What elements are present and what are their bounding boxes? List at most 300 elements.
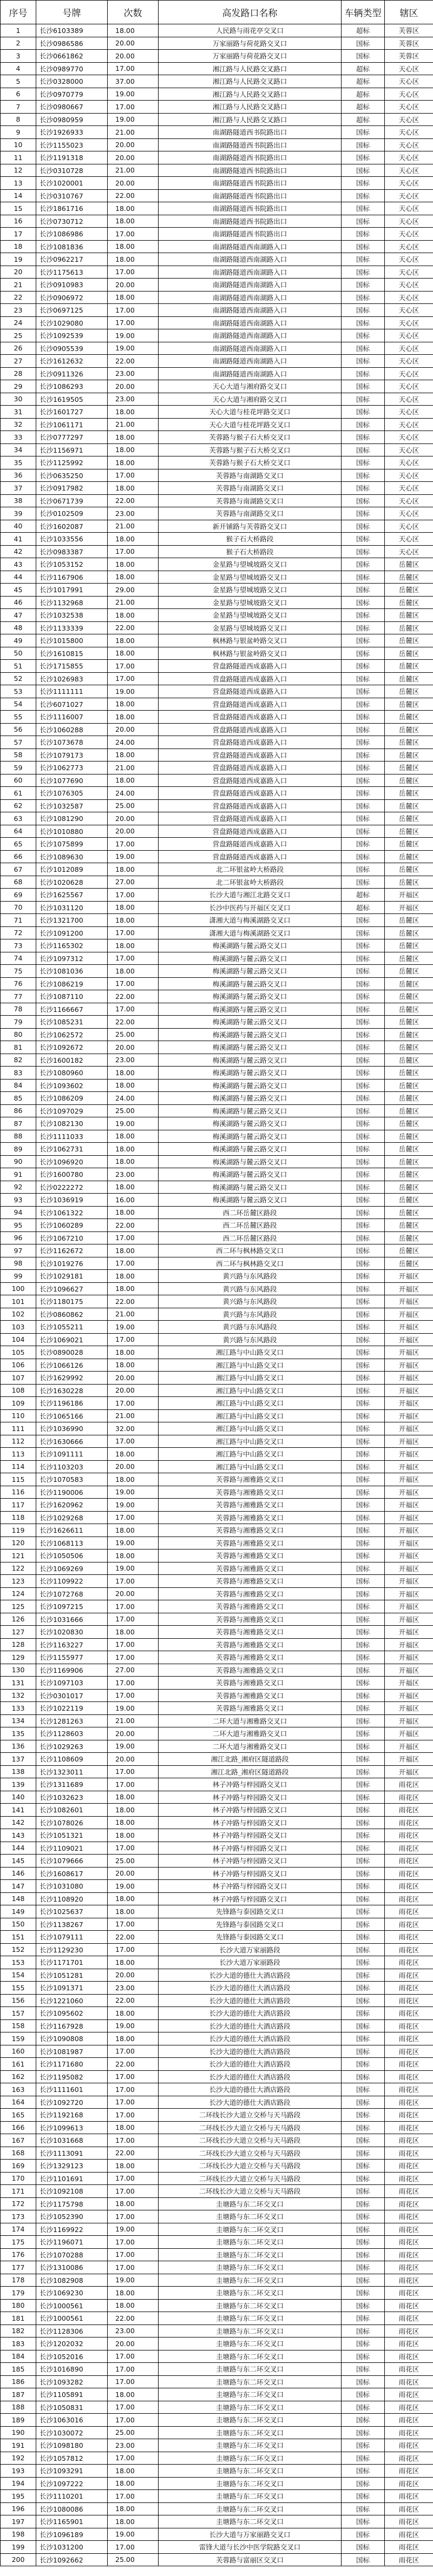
row-index: 178: [1, 2274, 36, 2287]
table-row: [1, 939, 433, 952]
location-name: 梅溪湖路与麓云路交叉口: [159, 990, 342, 1003]
row-index: 136: [1, 1740, 36, 1753]
vehicle-type: 国标: [342, 2375, 385, 2388]
location-name: 人民路与雨花亭交叉口: [159, 24, 342, 37]
vehicle-type: 国标: [342, 253, 385, 266]
vehicle-type: 国标: [342, 279, 385, 292]
location-name: 梅溪湖路与麓云路交叉口: [159, 1168, 342, 1181]
row-index: 116: [1, 1486, 36, 1499]
vehicle-type: 国标: [342, 2541, 385, 2554]
violation-count: 17.00: [108, 1765, 159, 1778]
location-name: 天心大道与湘府路交叉口: [159, 380, 342, 393]
vehicle-type: 国标: [342, 1041, 385, 1054]
row-index: 2: [1, 37, 36, 50]
plate-number: 长沙1032587: [36, 799, 108, 812]
location-name: 芙蓉路与湘雅路交叉口: [159, 1524, 342, 1537]
violation-count: 23.00: [108, 1168, 159, 1181]
location-name: 营盘路隧道西成嘉路入口: [159, 660, 342, 673]
district: 开福区: [385, 1549, 433, 1562]
plate-number: 长沙1029263: [36, 1740, 108, 1753]
location-name: 圭塘路与东二环交叉口: [159, 2287, 342, 2300]
table-row: [1, 2007, 433, 2020]
table-row: [1, 1067, 433, 1080]
table-row: [1, 1092, 433, 1105]
violation-count: 22.00: [108, 2058, 159, 2071]
district: 雨花区: [385, 2160, 433, 2173]
vehicle-type: 国标: [342, 2388, 385, 2401]
vehicle-type: 国标: [342, 1308, 385, 1321]
violation-count: 23.00: [108, 2439, 159, 2452]
violation-count: 37.00: [108, 75, 159, 88]
row-index: 31: [1, 406, 36, 419]
district: 岳麓区: [385, 1206, 433, 1219]
table-row: [1, 228, 433, 241]
location-name: 南湖路隧道西南湖路入口: [159, 279, 342, 292]
vehicle-type: 国标: [342, 1460, 385, 1473]
violation-count: 17.00: [108, 2401, 159, 2414]
district: 雨花区: [385, 2477, 433, 2490]
violation-count: 18.00: [108, 2007, 159, 2020]
row-index: 9: [1, 126, 36, 139]
table-row: [1, 1321, 433, 1334]
row-index: 138: [1, 1765, 36, 1778]
plate-number: 长沙6071027: [36, 698, 108, 711]
table-row: [1, 977, 433, 990]
table-row: [1, 189, 433, 202]
table-row: [1, 113, 433, 126]
violation-count: 18.00: [108, 1448, 159, 1461]
violation-count: 20.00: [108, 279, 159, 292]
plate-number: 长沙0986586: [36, 37, 108, 50]
vehicle-type: 国标: [342, 355, 385, 368]
plate-number: 长沙1167906: [36, 571, 108, 584]
row-index: 13: [1, 177, 36, 190]
district: 雨花区: [385, 2553, 433, 2566]
vehicle-type: 国标: [342, 2121, 385, 2134]
violation-count: 18.00: [108, 1181, 159, 1194]
plate-number: 长沙1055211: [36, 1321, 108, 1334]
violation-count: 17.00: [108, 926, 159, 939]
location-name: 湘江路与中山路交叉口: [159, 1448, 342, 1461]
location-name: 北二环银盆岭大桥路段: [159, 876, 342, 889]
district: 天心区: [385, 418, 433, 431]
plate-number: 长沙1065166: [36, 1409, 108, 1422]
vehicle-type: 国标: [342, 2287, 385, 2300]
table-row: [1, 1041, 433, 1054]
table-row: [1, 1384, 433, 1397]
row-index: 132: [1, 1689, 36, 1702]
location-name: 湘江路与中山路交叉口: [159, 1397, 342, 1410]
row-index: 49: [1, 634, 36, 647]
violation-count: 18.00: [108, 2502, 159, 2515]
violation-count: 17.00: [108, 2261, 159, 2274]
violation-count: 17.00: [108, 316, 159, 329]
district: 天心区: [385, 533, 433, 546]
plate-number: 长沙1052016: [36, 2350, 108, 2363]
vehicle-type: 国标: [342, 2299, 385, 2312]
violation-count: 18.00: [108, 202, 159, 215]
row-index: 7: [1, 101, 36, 114]
location-name: 圭塘路与东二环交叉口: [159, 2299, 342, 2312]
table-row: [1, 2502, 433, 2515]
table-row: [1, 558, 433, 571]
violation-count: 27.00: [108, 876, 159, 889]
row-index: 56: [1, 723, 36, 736]
table-row: [1, 279, 433, 292]
table-row: [1, 1651, 433, 1664]
district: 开福区: [385, 1422, 433, 1435]
location-name: 林子冲路与梓园路交叉口: [159, 1855, 342, 1868]
location-name: 芙蓉路与湘雅路交叉口: [159, 1600, 342, 1613]
plate-number: 长沙1031080: [36, 1880, 108, 1893]
violation-count: 19.00: [108, 329, 159, 342]
row-index: 86: [1, 1104, 36, 1117]
location-name: 枫林路与银盆岭路交叉口: [159, 647, 342, 660]
location-name: 湘江路与中山路交叉口: [159, 1460, 342, 1473]
location-name: 圭塘路与东二环交叉口: [159, 2465, 342, 2478]
table-row: [1, 685, 433, 698]
plate-number: 长沙1600780: [36, 1168, 108, 1181]
district: 雨花区: [385, 2236, 433, 2249]
vehicle-type: 国标: [342, 1892, 385, 1905]
location-name: 金星路与望城坡路交叉口: [159, 558, 342, 571]
location-name: 湘江路与人民路交叉路口: [159, 75, 342, 88]
vehicle-type: 国标: [342, 304, 385, 317]
district: 雨花区: [385, 2337, 433, 2350]
location-name: 长沙大道的德仕大酒店路段: [159, 2019, 342, 2032]
location-name: 二环线长沙大道立交桥与天马路段: [159, 2147, 342, 2160]
row-index: 103: [1, 1321, 36, 1334]
district: 天心区: [385, 406, 433, 419]
row-index: 55: [1, 711, 36, 724]
violation-count: 18.00: [108, 1155, 159, 1168]
district: 岳麓区: [385, 1054, 433, 1067]
row-index: 14: [1, 189, 36, 202]
table-row: [1, 1168, 433, 1181]
district: 开福区: [385, 1626, 433, 1639]
location-name: 黄兴路与东风路段: [159, 1333, 342, 1346]
plate-number: 长沙1129230: [36, 1943, 108, 1956]
vehicle-type: 国标: [342, 698, 385, 711]
table-row: [1, 2109, 433, 2122]
plate-number: 长沙1629992: [36, 1372, 108, 1385]
location-name: 西二环岳麓区路段: [159, 1206, 342, 1219]
table-row: [1, 990, 433, 1003]
location-name: 圭塘路与东二环交叉口: [159, 2452, 342, 2465]
row-index: 130: [1, 1664, 36, 1677]
table-row: [1, 2210, 433, 2223]
violation-count: 19.00: [108, 1562, 159, 1575]
row-index: 179: [1, 2287, 36, 2300]
plate-number: 长沙1125992: [36, 456, 108, 469]
plate-number: 长沙1070288: [36, 2248, 108, 2261]
district: 岳麓区: [385, 1028, 433, 1041]
plate-number: 长沙1321700: [36, 914, 108, 927]
row-index: 120: [1, 1537, 36, 1549]
plate-number: 长沙1050506: [36, 1549, 108, 1562]
plate-number: 长沙1090808: [36, 2032, 108, 2045]
plate-number: 长沙1612632: [36, 355, 108, 368]
location-name: 圭塘路与东二环交叉口: [159, 2210, 342, 2223]
vehicle-type: 国标: [342, 1829, 385, 1842]
row-index: 44: [1, 571, 36, 584]
table-row: [1, 24, 433, 37]
row-index: 185: [1, 2363, 36, 2376]
location-name: 营盘路隧道西成嘉路入口: [159, 698, 342, 711]
row-index: 159: [1, 2032, 36, 2045]
location-name: 南湖路隧道西书院路出口: [159, 151, 342, 164]
vehicle-type: 国标: [342, 926, 385, 939]
vehicle-type: 国标: [342, 2426, 385, 2439]
header-count: 次数: [108, 1, 159, 24]
location-name: 林子冲路与梓园路交叉口: [159, 1880, 342, 1893]
violation-count: 18.00: [108, 2465, 159, 2478]
row-index: 144: [1, 1842, 36, 1855]
location-name: 梅溪湖路与麓云路交叉口: [159, 939, 342, 952]
vehicle-type: 国标: [342, 1079, 385, 1092]
location-name: 梅溪湖路与麓云路交叉口: [159, 1181, 342, 1194]
location-name: 营盘路隧道西成嘉路入口: [159, 723, 342, 736]
row-index: 182: [1, 2325, 36, 2337]
violation-count: 22.00: [108, 189, 159, 202]
plate-number: 长沙0890028: [36, 1346, 108, 1359]
district: 天心区: [385, 494, 433, 507]
plate-number: 长沙1190006: [36, 1486, 108, 1499]
plate-number: 长沙1053152: [36, 558, 108, 571]
district: 岳麓区: [385, 850, 433, 863]
table-row: [1, 850, 433, 863]
district: 天心区: [385, 266, 433, 279]
district: 岳麓区: [385, 584, 433, 597]
table-row: [1, 164, 433, 177]
location-name: 南湖路隧道西书院路出口: [159, 215, 342, 228]
plate-number: 长沙1031668: [36, 2134, 108, 2147]
plate-number: 长沙1108920: [36, 1892, 108, 1905]
district: 岳麓区: [385, 685, 433, 698]
location-name: 长沙大道万家丽路段: [159, 1943, 342, 1956]
table-row: [1, 1664, 433, 1677]
violation-count: 18.00: [108, 1270, 159, 1283]
table-row: [1, 1155, 433, 1168]
table-row: [1, 304, 433, 317]
table-row: [1, 240, 433, 253]
table-row: [1, 2185, 433, 2198]
plate-number: 长沙1086209: [36, 1092, 108, 1105]
row-index: 57: [1, 736, 36, 749]
district: 雨花区: [385, 1892, 433, 1905]
violation-count: 17.00: [108, 1575, 159, 1588]
row-index: 176: [1, 2248, 36, 2261]
row-index: 24: [1, 316, 36, 329]
row-index: 53: [1, 685, 36, 698]
vehicle-type: 国标: [342, 2337, 385, 2350]
table-row: [1, 1829, 433, 1842]
plate-number: 长沙1096189: [36, 2528, 108, 2541]
table-row: [1, 2414, 433, 2427]
district: 岳麓区: [385, 965, 433, 978]
table-row: [1, 1575, 433, 1588]
location-name: 黄兴路与东风路段: [159, 1270, 342, 1283]
location-name: 芙蓉路与湘雅路交叉口: [159, 1499, 342, 1512]
vehicle-type: 国标: [342, 660, 385, 673]
vehicle-type: 国标: [342, 711, 385, 724]
district: 雨花区: [385, 1867, 433, 1880]
vehicle-type: 国标: [342, 2502, 385, 2515]
table-row: [1, 316, 433, 329]
vehicle-type: 国标: [342, 2401, 385, 2414]
row-index: 158: [1, 2019, 36, 2032]
plate-number: 长沙1095602: [36, 2007, 108, 2020]
location-name: 圭塘路与东二环交叉口: [159, 2236, 342, 2249]
violation-count: 17.00: [108, 672, 159, 685]
vehicle-type: 国标: [342, 342, 385, 355]
row-index: 41: [1, 533, 36, 546]
location-name: 黄兴路与东风路段: [159, 1321, 342, 1334]
district: 雨花区: [385, 1842, 433, 1855]
location-name: 圭塘路与东二环交叉口: [159, 2248, 342, 2261]
plate-number: 长沙1097222: [36, 2477, 108, 2490]
table-row: [1, 291, 433, 304]
vehicle-type: 国标: [342, 1499, 385, 1512]
plate-number: 长沙1019276: [36, 1257, 108, 1270]
table-row: [1, 1460, 433, 1473]
plate-number: 长沙1031120: [36, 901, 108, 914]
table-row: [1, 660, 433, 673]
row-index: 23: [1, 304, 36, 317]
table-row: [1, 329, 433, 342]
row-index: 140: [1, 1791, 36, 1804]
location-name: 芙蓉路与南湖路交叉口: [159, 507, 342, 520]
plate-number: 长沙1163227: [36, 1638, 108, 1651]
row-index: 153: [1, 1956, 36, 1969]
row-index: 89: [1, 1143, 36, 1156]
location-name: 南湖路隧道西书院路出口: [159, 202, 342, 215]
table-row: [1, 1956, 433, 1969]
row-index: 147: [1, 1880, 36, 1893]
table-row: [1, 494, 433, 507]
violation-count: 20.00: [108, 2337, 159, 2350]
violation-count: 23.00: [108, 367, 159, 380]
vehicle-type: 国标: [342, 2261, 385, 2274]
vehicle-type: 国标: [342, 558, 385, 571]
district: 雨花区: [385, 1982, 433, 1995]
row-index: 101: [1, 1295, 36, 1308]
plate-number: 长沙1061171: [36, 418, 108, 431]
violation-count: 20.00: [108, 37, 159, 50]
violation-count: 18.00: [108, 431, 159, 444]
row-index: 117: [1, 1499, 36, 1512]
table-row: [1, 901, 433, 914]
row-index: 11: [1, 151, 36, 164]
violation-count: 17.00: [108, 2096, 159, 2109]
row-index: 17: [1, 228, 36, 241]
location-name: 天心大道与湘府路交叉口: [159, 393, 342, 406]
table-row: [1, 482, 433, 495]
plate-number: 长沙1000561: [36, 2312, 108, 2325]
location-name: 湘江路与中山路交叉口: [159, 1384, 342, 1397]
plate-number: 长沙1092720: [36, 2096, 108, 2109]
location-name: 南湖路隧道西书院路出口: [159, 177, 342, 190]
violation-count: 18.00: [108, 482, 159, 495]
row-index: 92: [1, 1181, 36, 1194]
table-row: [1, 2261, 433, 2274]
plate-number: 长沙1192168: [36, 2109, 108, 2122]
table-row: [1, 1473, 433, 1486]
row-index: 68: [1, 876, 36, 889]
vehicle-type: 国标: [342, 1155, 385, 1168]
vehicle-type: 国标: [342, 545, 385, 558]
row-index: 198: [1, 2528, 36, 2541]
violation-count: 22.00: [108, 355, 159, 368]
vehicle-type: 国标: [342, 520, 385, 533]
vehicle-type: 国标: [342, 164, 385, 177]
district: 天心区: [385, 507, 433, 520]
violation-count: 17.00: [108, 1918, 159, 1931]
plate-number: 长沙1026983: [36, 672, 108, 685]
table-row: [1, 838, 433, 851]
plate-number: 长沙0860862: [36, 1308, 108, 1321]
row-index: 36: [1, 469, 36, 482]
district: 岳麓区: [385, 1155, 433, 1168]
table-row: [1, 1855, 433, 1868]
plate-number: 长沙6103389: [36, 24, 108, 37]
location-name: 圭塘路与东二环交叉口: [159, 2363, 342, 2376]
violation-count: 20.00: [108, 380, 159, 393]
violation-count: 17.00: [108, 1651, 159, 1664]
location-name: 林子冲路与梓园路交叉口: [159, 1791, 342, 1804]
location-name: 南湖路隧道西书院路出口: [159, 189, 342, 202]
plate-number: 长沙1097103: [36, 1677, 108, 1690]
violation-count: 22.00: [108, 1931, 159, 1944]
district: 天心区: [385, 88, 433, 101]
district: 雨花区: [385, 2274, 433, 2287]
row-index: 64: [1, 825, 36, 838]
row-index: 196: [1, 2502, 36, 2515]
violation-count: 17.00: [108, 2172, 159, 2185]
district: 雨花区: [385, 1880, 433, 1893]
violation-count: 18.00: [108, 698, 159, 711]
violation-count: 19.00: [108, 1740, 159, 1753]
violation-count: 17.00: [108, 1003, 159, 1016]
violation-count: 17.00: [108, 1677, 159, 1690]
plate-number: 长沙1110201: [36, 2490, 108, 2503]
district: 雨花区: [385, 1791, 433, 1804]
vehicle-type: 国标: [342, 647, 385, 660]
district: 雨花区: [385, 2083, 433, 2096]
district: 开福区: [385, 1372, 433, 1385]
district: 开福区: [385, 1486, 433, 1499]
vehicle-type: 国标: [342, 1092, 385, 1105]
plate-number: 长沙1133339: [36, 621, 108, 634]
district: 天心区: [385, 443, 433, 456]
location-name: 湘江路与人民路交叉路口: [159, 101, 342, 114]
plate-number: 长沙0102509: [36, 507, 108, 520]
location-name: 芙蓉路与湘雅路交叉口: [159, 1537, 342, 1549]
plate-number: 长沙1068113: [36, 1537, 108, 1549]
vehicle-type: 国标: [342, 1880, 385, 1893]
table-row: [1, 1448, 433, 1461]
vehicle-type: 国标: [342, 2477, 385, 2490]
location-name: 梅溪湖路与麓云路交叉口: [159, 1155, 342, 1168]
table-row: [1, 1740, 433, 1753]
district: 岳麓区: [385, 1130, 433, 1143]
plate-number: 长沙1169922: [36, 2223, 108, 2236]
location-name: 芙蓉路与猴子石大桥交叉口: [159, 443, 342, 456]
table-row: [1, 1016, 433, 1029]
violation-count: 25.00: [108, 799, 159, 812]
plate-number: 长沙1062572: [36, 1028, 108, 1041]
vehicle-type: 国标: [342, 533, 385, 546]
